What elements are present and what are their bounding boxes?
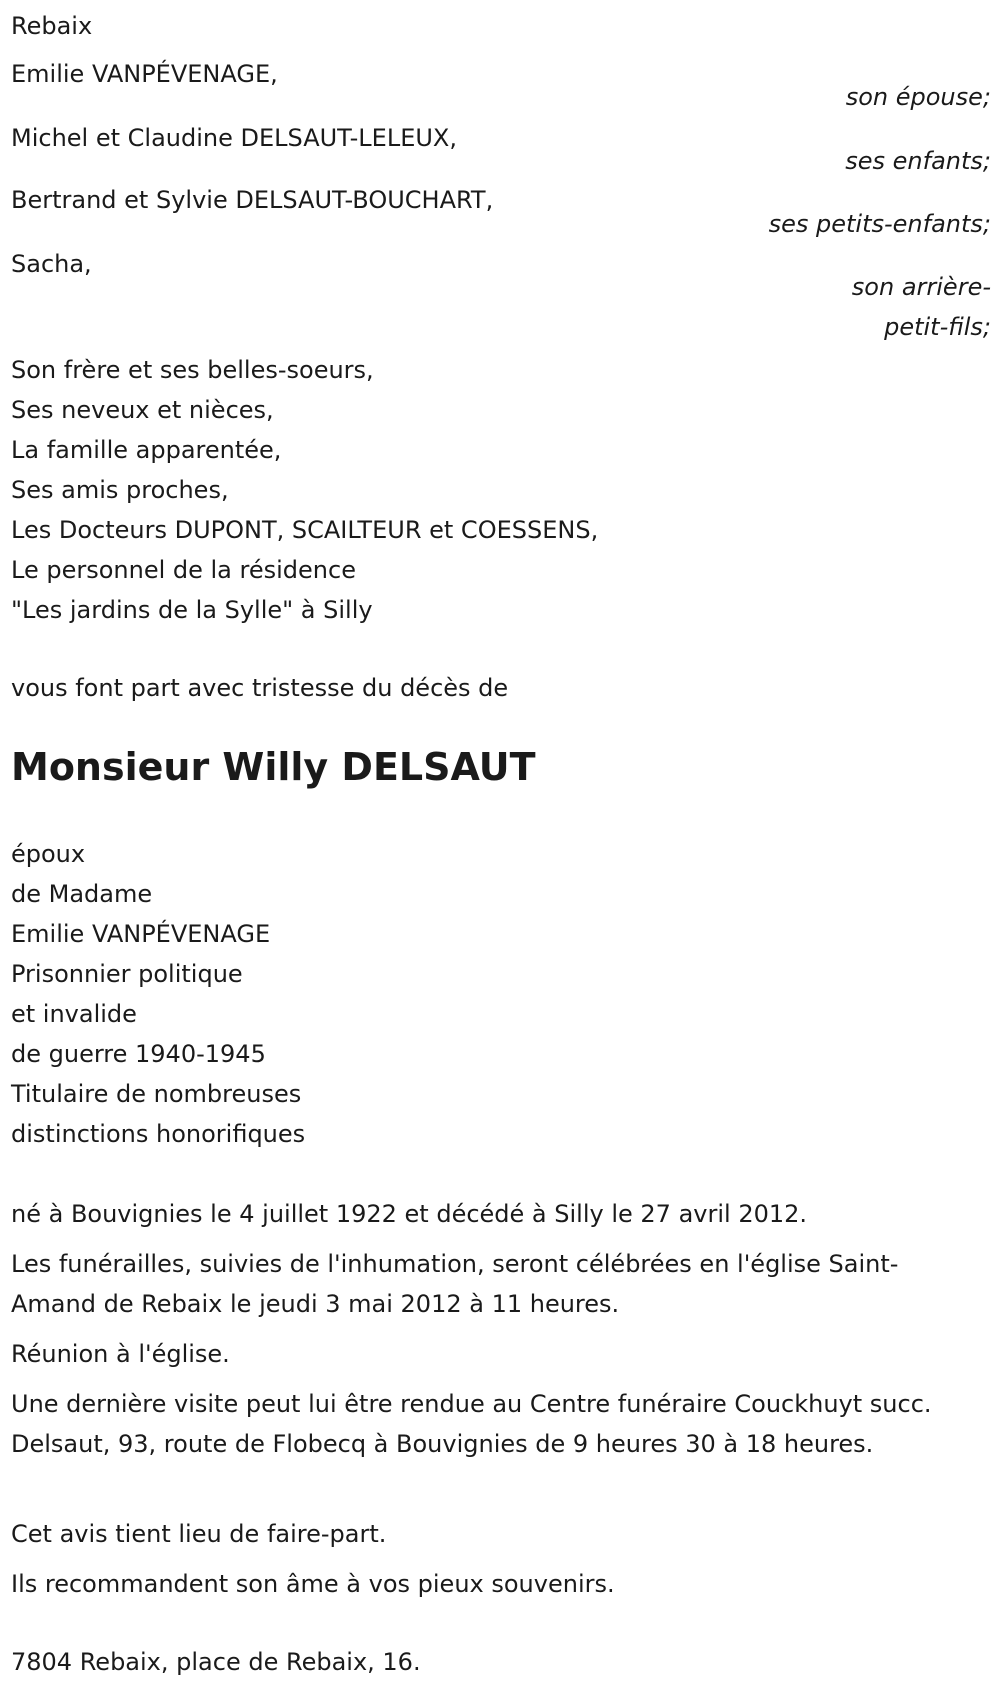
family-relation-children: ses enfants; [845, 147, 991, 175]
deceased-detail-line: de guerre 1940-1945 [11, 1040, 266, 1068]
family-name-grandchildren: Bertrand et Sylvie DELSAUT-BOUCHART, [11, 186, 494, 214]
deceased-detail-line: et invalide [11, 1000, 137, 1028]
others-item: La famille apparentée, [11, 436, 282, 464]
meeting-paragraph: Réunion à l'église. [11, 1340, 230, 1368]
funeral-paragraph: Les funérailles, suivies de l'inhumation, seront célébrées en l'église Saint-Amand de Rebaix le jeudi 3 mai 2012 à 11 heures. [11, 1250, 899, 1318]
announcement: vous font part avec tristesse du décès de [11, 674, 509, 702]
deceased-detail-line: Emilie VANPÉVENAGE [11, 920, 271, 948]
family-name-great-grandson: Sacha, [11, 250, 92, 278]
family-relation-grandchildren: ses petits-enfants; [768, 210, 991, 238]
deceased-detail-line: Titulaire de nombreuses [11, 1080, 302, 1108]
others-item: Ses neveux et nièces, [11, 396, 274, 424]
family-relation-spouse: son épouse; [845, 83, 991, 111]
address: 7804 Rebaix, place de Rebaix, 16. [11, 1648, 421, 1676]
others-list [11, 350, 598, 630]
family-name-children: Michel et Claudine DELSAUT-LELEUX, [11, 124, 458, 152]
deceased-detail-line: époux [11, 840, 86, 868]
deceased-details [11, 834, 305, 1154]
birth-death-paragraph: né à Bouvignies le 4 juillet 1922 et décédé à Silly le 27 avril 2012. [11, 1200, 808, 1228]
others-item: Le personnel de la résidence [11, 556, 356, 584]
others-item: Les Docteurs DUPONT, SCAILTEUR et COESSENS, [11, 516, 599, 544]
notice-paragraph: Cet avis tient lieu de faire-part. [11, 1520, 387, 1548]
deceased-name: Monsieur Willy DELSAUT [11, 745, 536, 789]
family-relation-great-grandson-1: son arrière- [851, 273, 991, 301]
deceased-detail-line: de Madame [11, 880, 153, 908]
others-item: "Les jardins de la Sylle" à Silly [11, 596, 373, 624]
deceased-detail-line: distinctions honorifiques [11, 1120, 306, 1148]
others-item: Son frère et ses belles-soeurs, [11, 356, 374, 384]
family-relation-great-grandson-2: petit-fils; [884, 313, 991, 341]
header-place: Rebaix [11, 12, 93, 40]
recommend-paragraph: Ils recommandent son âme à vos pieux souvenirs. [11, 1570, 615, 1598]
others-item: Ses amis proches, [11, 476, 229, 504]
family-name-spouse: Emilie VANPÉVENAGE, [11, 60, 278, 88]
deceased-detail-line: Prisonnier politique [11, 960, 243, 988]
visit-paragraph: Une dernière visite peut lui être rendue au Centre funéraire Couckhuyt succ. Delsaut, 93, route de Flobecq à Bouvignies de 9 heures 30 à 18 heures. [11, 1390, 932, 1458]
